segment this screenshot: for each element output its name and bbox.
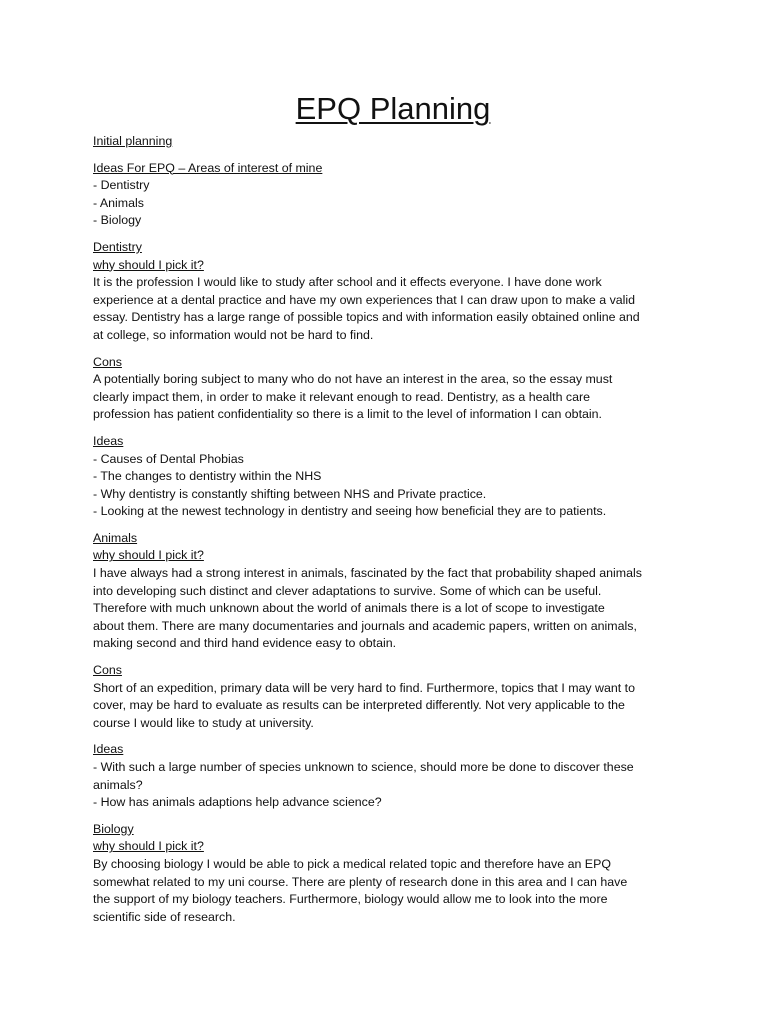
biology-heading: Biology bbox=[93, 821, 134, 836]
paragraph-line: course I would like to study at university. bbox=[93, 715, 314, 730]
paragraph-line: A potentially boring subject to many who do not have an interest in the area, so the essay must bbox=[93, 372, 613, 387]
paragraph-line: making second and third hand evidence easy to obtain. bbox=[93, 636, 397, 651]
interest-area-item: - Biology bbox=[93, 212, 693, 230]
paragraph-line: profession has patient confidentiality so there is a limit to the level of information I can obtain. bbox=[93, 407, 602, 422]
paragraph-line: somewhat related to my uni course. There are plenty of research done in this area and I can have bbox=[93, 874, 628, 889]
animals-cons-block bbox=[93, 662, 693, 732]
initial-planning-label: Initial planning bbox=[93, 134, 173, 148]
paragraph-line: the support of my biology teachers. Furthermore, biology would allow me to look into the more bbox=[93, 892, 608, 907]
animals-ideas-block bbox=[93, 741, 693, 811]
idea-item: - The changes to dentistry within the NHS bbox=[93, 468, 693, 486]
paragraph-line: at college, so information would not be hard to find. bbox=[93, 327, 374, 342]
ideas-for-epq-heading: Ideas For EPQ – Areas of interest of mine bbox=[93, 160, 323, 175]
paragraph-line: experience at a dental practice and have my own experiences that I can draw upon to make a valid bbox=[93, 292, 636, 307]
dentistry-ideas-heading: Ideas bbox=[93, 433, 124, 448]
idea-item: - With such a large number of species unknown to science, should more be done to discover these animals? bbox=[93, 759, 638, 794]
animals-why-heading: why should I pick it? bbox=[93, 548, 204, 563]
idea-item: - Looking at the newest technology in dentistry and seeing how beneficial they are to patients. bbox=[93, 503, 693, 521]
dentistry-cons-block bbox=[93, 354, 693, 424]
paragraph-line: cover, may be hard to evaluate as results can be interpreted differently. Not very applicable to the bbox=[93, 698, 625, 713]
idea-item: - Why dentistry is constantly shifting between NHS and Private practice. bbox=[93, 486, 693, 504]
animals-why-block bbox=[93, 530, 693, 653]
biology-why-block bbox=[93, 821, 693, 927]
interest-areas-list bbox=[93, 177, 693, 230]
paragraph-line: I have always had a strong interest in animals, fascinated by the fact that probability shaped animals bbox=[93, 566, 642, 581]
dentistry-why-block bbox=[93, 239, 693, 345]
dentistry-cons-heading: Cons bbox=[93, 354, 122, 369]
paragraph-line: By choosing biology I would be able to pick a medical related topic and therefore have an EPQ bbox=[93, 856, 611, 871]
animals-heading: Animals bbox=[93, 530, 138, 545]
paragraph-line: clearly impact them, in order to make it relevant enough to read. Dentistry, as a health care bbox=[93, 389, 591, 404]
animals-ideas-list bbox=[93, 759, 693, 812]
interest-areas-block bbox=[93, 160, 693, 230]
paragraph-line: scientific side of research. bbox=[93, 909, 236, 924]
interest-area-item: - Animals bbox=[93, 195, 693, 213]
dentistry-heading: Dentistry bbox=[93, 239, 142, 254]
paragraph-line: about them. There are many documentaries and journals and academic papers, written on animals, bbox=[93, 618, 637, 633]
dentistry-ideas-list bbox=[93, 451, 693, 521]
idea-item: - How has animals adaptions help advance science? bbox=[93, 794, 693, 812]
animals-ideas-heading: Ideas bbox=[93, 742, 124, 757]
document-page bbox=[93, 90, 693, 935]
dentistry-ideas-block bbox=[93, 433, 693, 521]
paragraph-line: into developing such distinct and clever adaptations to survive. Some of which can be useful. bbox=[93, 583, 602, 598]
page-title: EPQ Planning bbox=[295, 91, 491, 126]
animals-cons-heading: Cons bbox=[93, 663, 122, 678]
paragraph-line: Therefore with much unknown about the world of animals there is a lot of scope to investigate bbox=[93, 601, 605, 616]
paragraph-line: Short of an expedition, primary data will be very hard to find. Furthermore, topics that I may want to bbox=[93, 680, 635, 695]
paragraph-line: essay. Dentistry has a large range of possible topics and with information easily obtained online and bbox=[93, 310, 640, 325]
initial-planning-heading bbox=[93, 133, 693, 151]
biology-why-heading: why should I pick it? bbox=[93, 839, 204, 854]
paragraph-line: It is the profession I would like to study after school and it effects everyone. I have done work bbox=[93, 275, 602, 290]
dentistry-why-heading: why should I pick it? bbox=[93, 257, 204, 272]
idea-item: - Causes of Dental Phobias bbox=[93, 451, 693, 469]
interest-area-item: - Dentistry bbox=[93, 177, 693, 195]
